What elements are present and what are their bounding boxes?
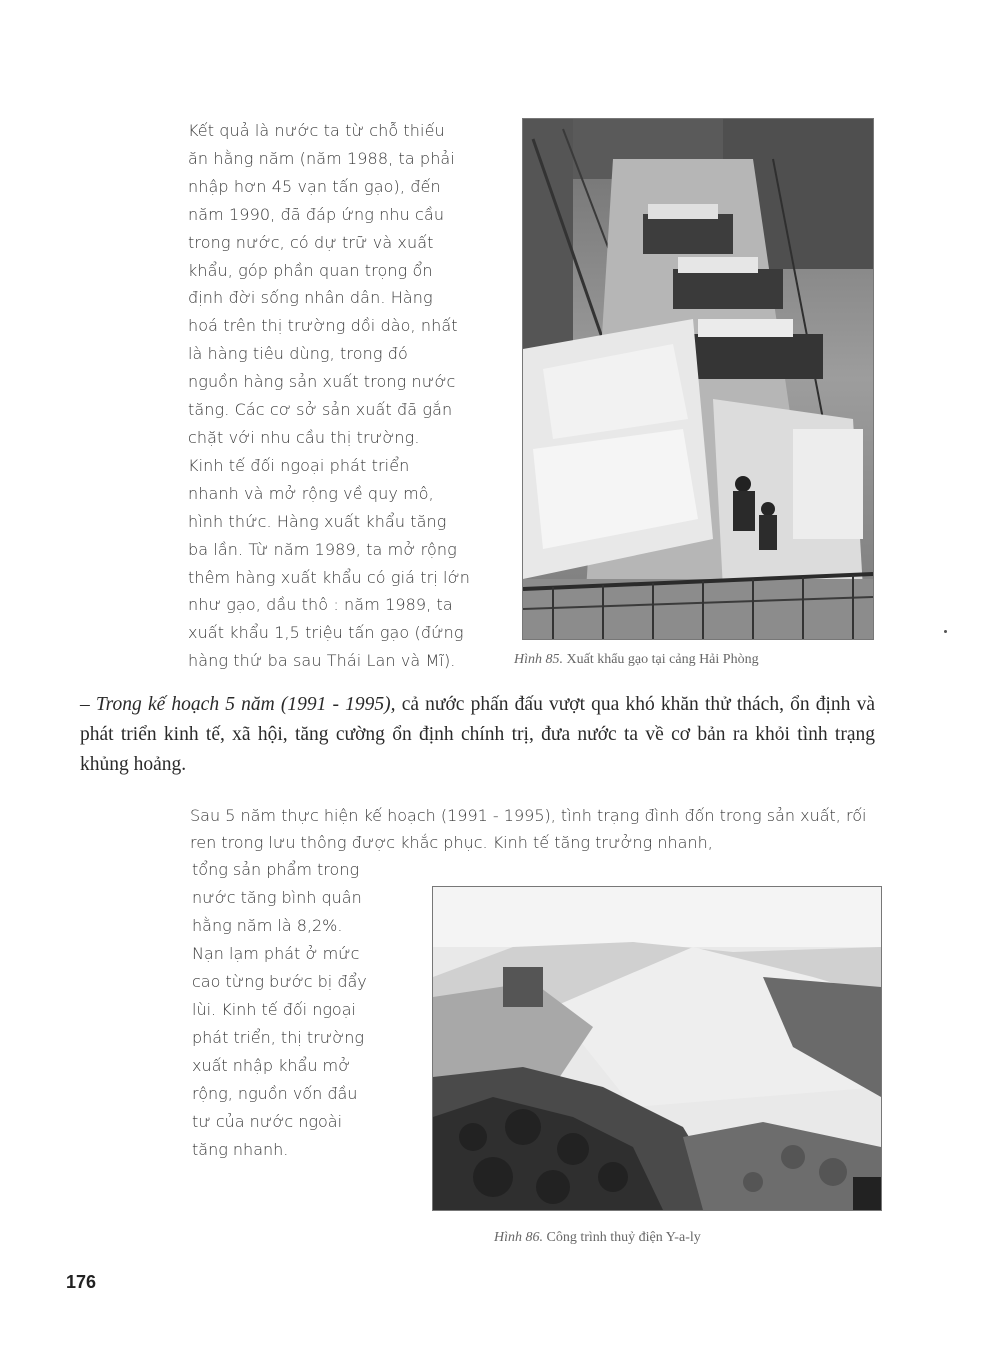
text-line: là hàng tiêu dùng, trong đó [188, 344, 408, 364]
text-line: nước tăng bình quân [192, 888, 362, 907]
text-line: hằng năm là 8,2%. [192, 916, 343, 935]
text-line: rộng, nguồn vốn đầu [192, 1084, 358, 1103]
text-line: xuất nhập khẩu mở [192, 1056, 351, 1075]
text-line: lùi. Kinh tế đối ngoại [192, 1000, 356, 1019]
figure-86-caption [494, 1230, 701, 1246]
text-line: định đời sống nhân dân. Hàng [188, 288, 433, 308]
five-year-plan-paragraph [80, 690, 875, 780]
text-line: Kinh tế đối ngoại phát triển [188, 455, 410, 475]
scan-speck [944, 630, 947, 633]
text-line: nhanh và mở rộng về quy mô, [188, 483, 434, 503]
text-line: tăng nhanh. [192, 1140, 289, 1159]
text-line: nguồn hàng sản xuất trong nước [188, 372, 456, 392]
text-line: năm 1990, đã đáp ứng nhu cầu [188, 204, 445, 224]
paragraph-after-plan: Sau 5 năm thực hiện kế hoạch (1991 - 1995), tình trạng đình đốn trong sản xuất, rối ren trong lưu thông được khắc phục. Kinh tế tăng trưởng nhanh, [190, 806, 867, 852]
hydropower-illustration [433, 887, 881, 1210]
page-number: 176 [66, 1272, 97, 1292]
paragraph-foreign-economy [188, 452, 498, 675]
text-line: khẩu, góp phần quan trọng ổn [188, 260, 433, 280]
text-line: tư của nước ngoài [192, 1112, 343, 1131]
text-line: tăng. Các cơ sở sản xuất đã gắn [188, 400, 453, 420]
text-line: ăn hằng năm (năm 1988, ta phải [188, 148, 455, 168]
port-rice-illustration [523, 119, 873, 639]
figure-85-photo [522, 118, 874, 640]
text-line: như gạo, dầu thô : năm 1989, ta [188, 595, 453, 615]
text-line: thêm hàng xuất khẩu có giá trị lớn [188, 567, 471, 587]
text-line: xuất khẩu 1,5 triệu tấn gạo (đứng [188, 623, 464, 643]
five-year-plan-text: cả nước phấn đấu vượt qua khó khăn thử thách, ổn định và phát triển kinh tế, xã hội, tăng cường ổn định chính trị, đưa nước ta về cơ bản ra khỏi tình trạng khủng hoảng. [80, 694, 875, 775]
text-line: chặt với nhu cầu thị trường. [188, 427, 420, 447]
text-line: ba lần. Từ năm 1989, ta mở rộng [188, 539, 457, 559]
text-line: phát triển, thị trường [192, 1028, 365, 1047]
paragraph-rice-results [188, 117, 498, 452]
text-line: cao từng bước bị đẩy [192, 972, 367, 991]
text-line: hàng thứ ba sau Thái Lan và Mĩ). [188, 651, 456, 671]
paragraph-growth [192, 856, 402, 1164]
text-line: trong nước, có dự trữ và xuất [188, 232, 434, 252]
figure-label: Hình 86. [494, 1230, 543, 1245]
text-line: hình thức. Hàng xuất khẩu tăng [188, 511, 447, 531]
figure-86-photo [432, 886, 882, 1211]
text-line: Nạn lạm phát ở mức [192, 944, 360, 963]
text-line: Kết quả là nước ta từ chỗ thiếu [188, 121, 445, 140]
text-line: nhập hơn 45 vạn tấn gạo), đến [188, 176, 441, 196]
five-year-plan-lead: – Trong kế hoạch 5 năm (1991 - 1995), [80, 694, 396, 715]
figure-caption-text: Xuất khẩu gạo tại cảng Hải Phòng [566, 652, 759, 667]
figure-85-caption [514, 652, 759, 668]
figure-caption-text: Công trình thuỷ điện Y-a-ly [546, 1230, 701, 1245]
text-column-top [188, 117, 498, 675]
text-line: hoá trên thị trường dồi dào, nhất [188, 316, 458, 336]
text-line: tổng sản phẩm trong [192, 860, 360, 879]
figure-label: Hình 85. [514, 652, 563, 667]
